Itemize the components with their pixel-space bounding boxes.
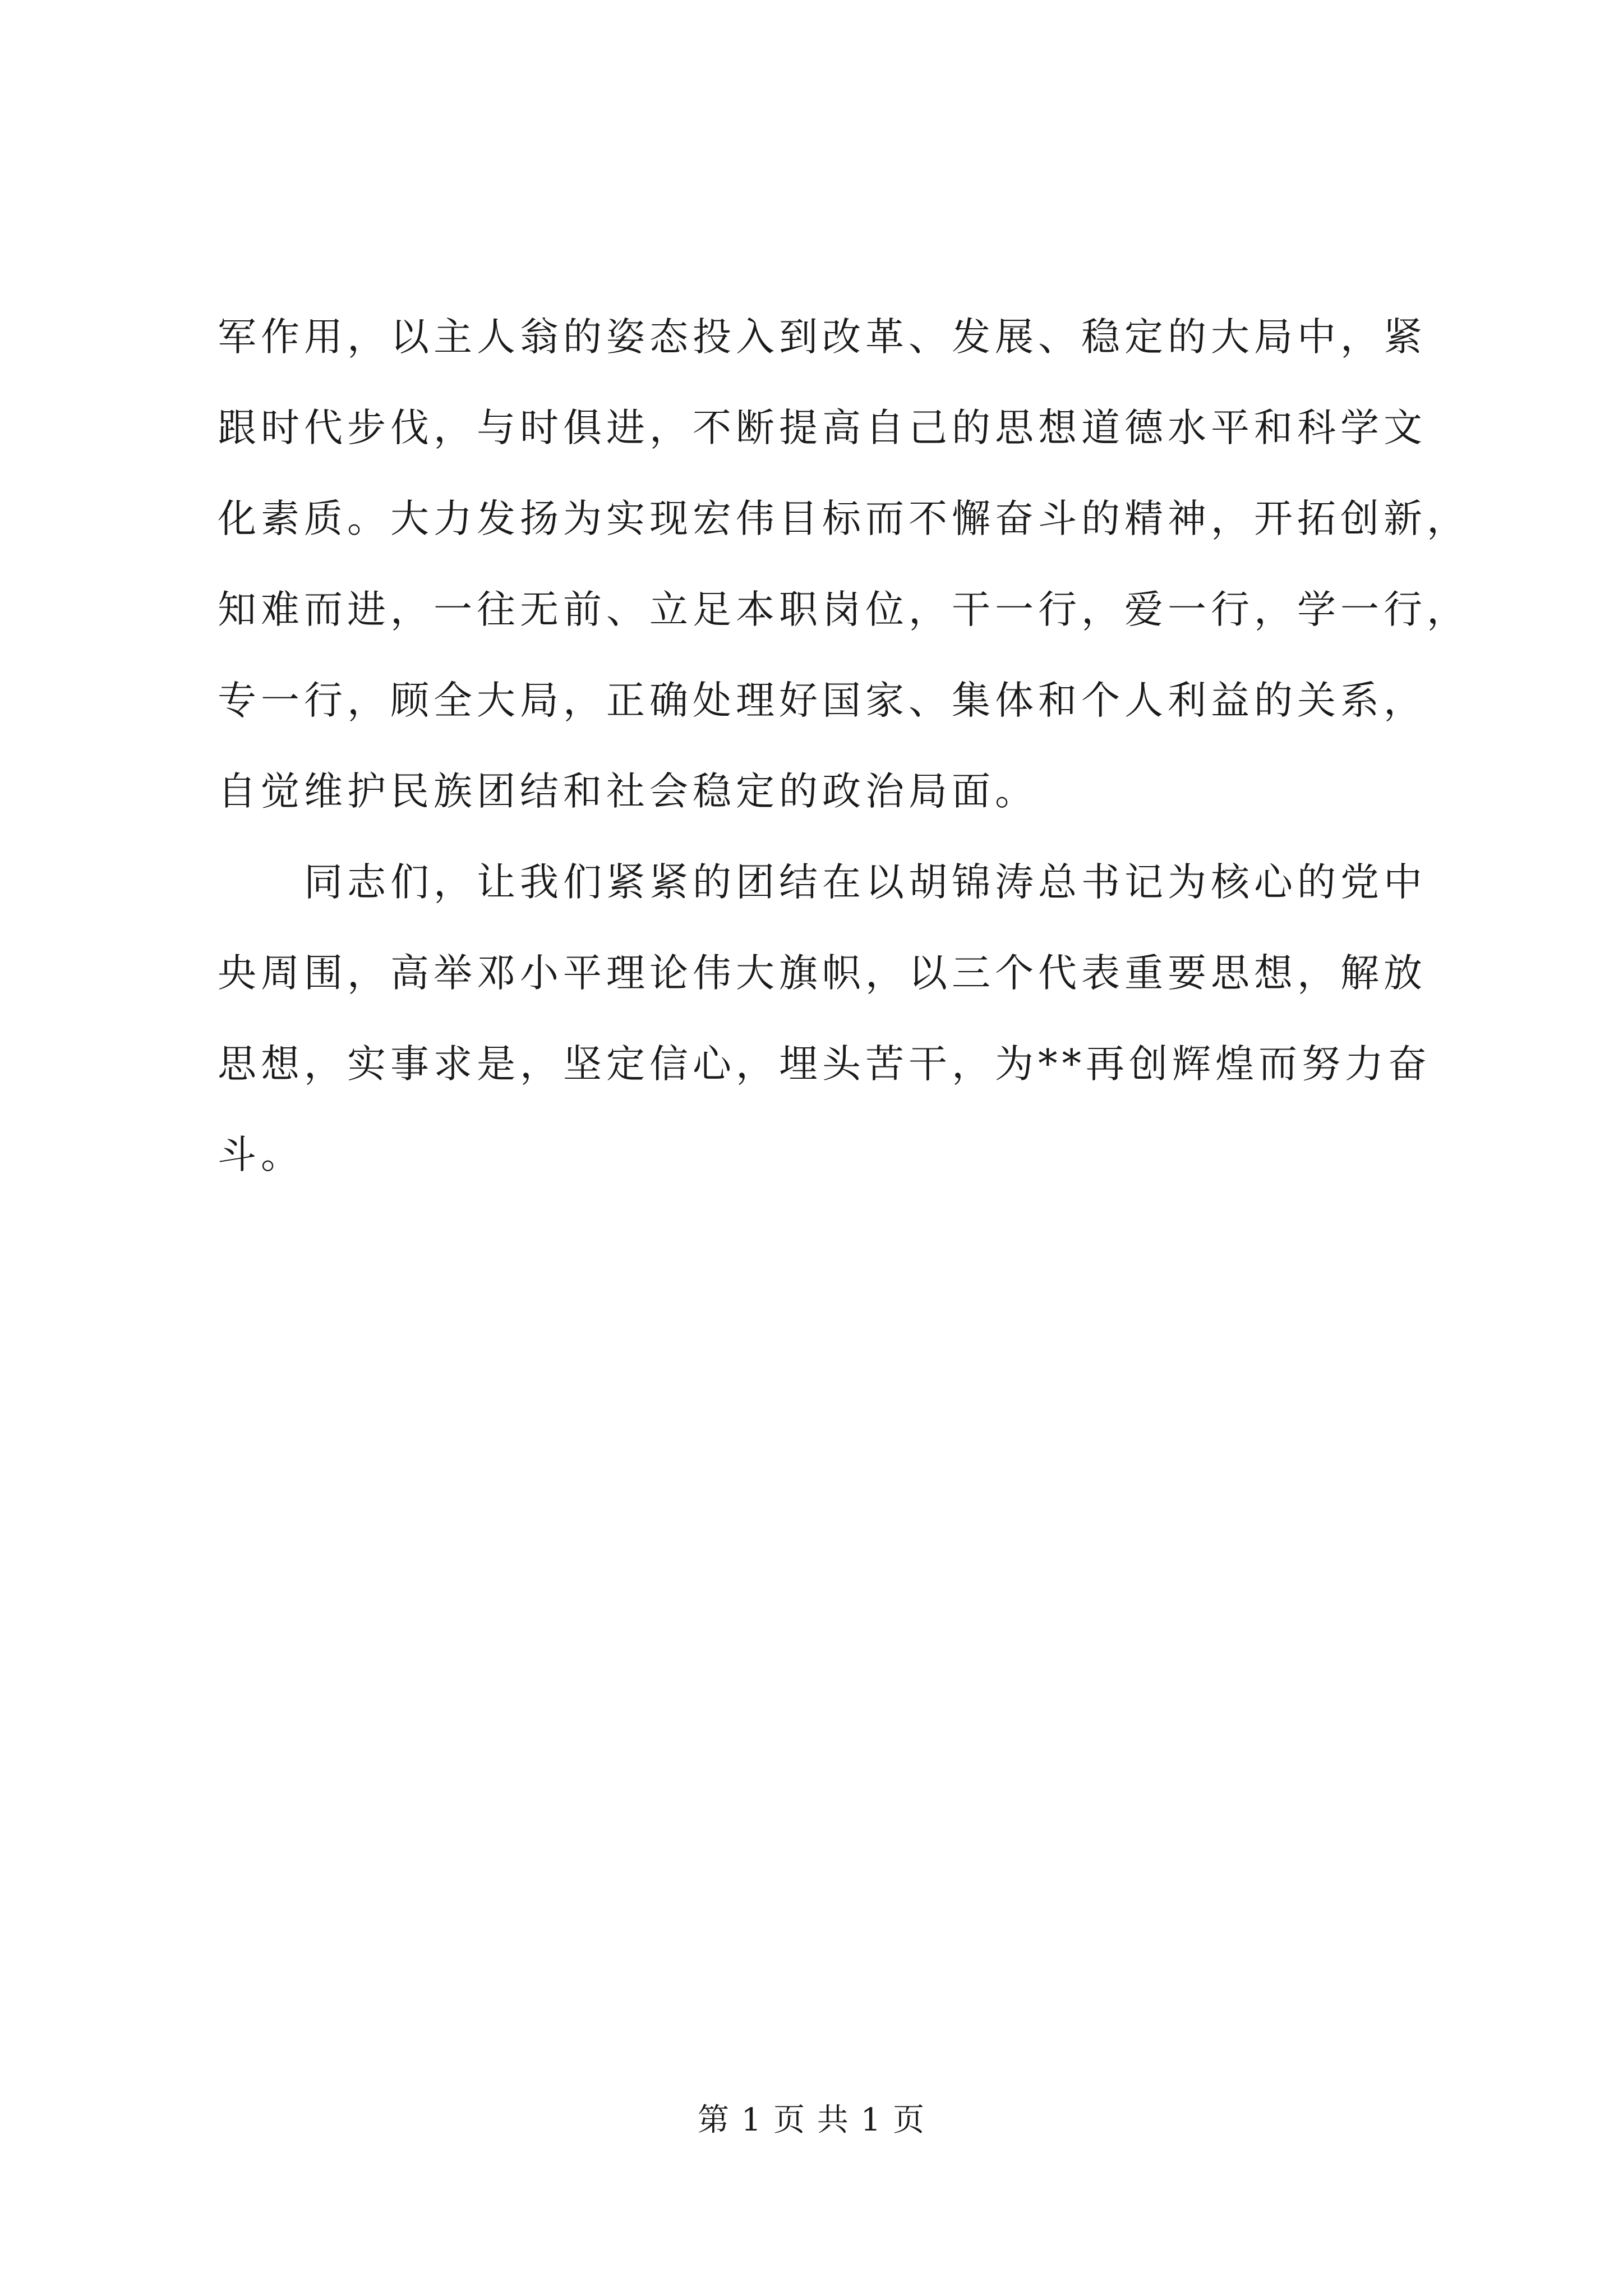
text-line: 思想，实事求是，坚定信心，埋头苦干，为**再创辉煌而努力奋 [218,1042,1431,1087]
text-line: 斗。 [218,1133,304,1177]
text-line: 同志们，让我们紧紧的团结在以胡锦涛总书记为核心的党中 [304,860,1427,905]
text-line: 化素质。大力发扬为实现宏伟目标而不懈奋斗的精神，开拓创新， [218,496,1470,541]
document-body [218,292,1470,1200]
text-line: 自觉维护民族团结和社会稳定的政治局面。 [218,769,1038,814]
page-number-footer: 第 1 页 共 1 页 [697,2102,926,2138]
text-line: 跟时代步伐，与时俱进，不断提高自己的思想道德水平和科学文 [218,406,1427,450]
text-line: 知难而进，一往无前、立足本职岗位，干一行，爱一行，学一行， [218,587,1470,632]
paragraph-1 [218,292,1470,837]
text-line: 央周围，高举邓小平理论伟大旗帜，以三个代表重要思想，解放 [218,951,1427,996]
text-line: 专一行，顾全大局，正确处理好国家、集体和个人利益的关系， [218,678,1427,723]
paragraph-2 [218,837,1431,1200]
text-line: 军作用，以主人翁的姿态投入到改革、发展、稳定的大局中，紧 [218,315,1427,360]
